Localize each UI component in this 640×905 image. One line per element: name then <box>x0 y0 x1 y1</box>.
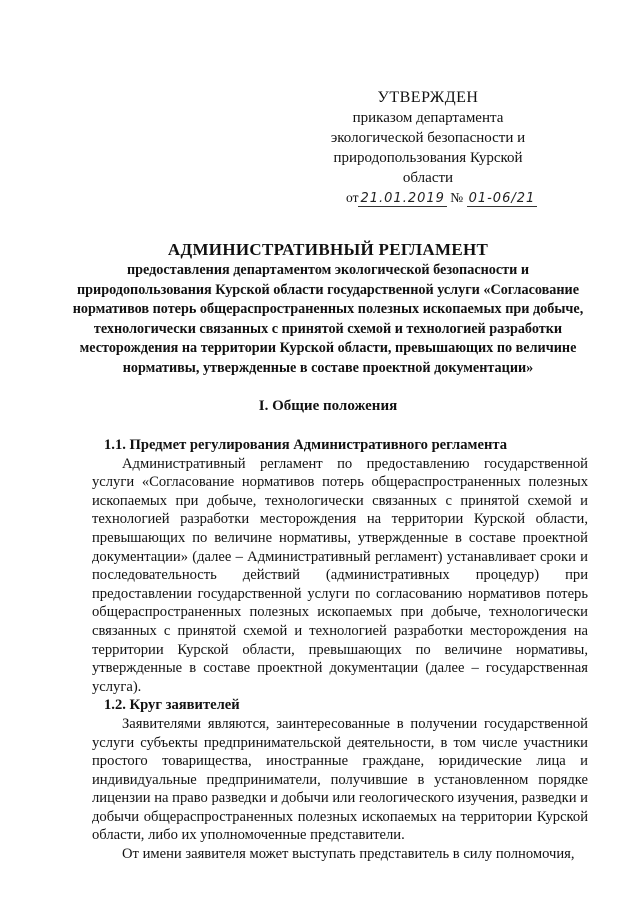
approval-heading: УТВЕРЖДЕН <box>377 89 479 106</box>
clause-1-2-heading: 1.2. Круг заявителей <box>104 697 240 714</box>
approval-date-line <box>346 190 537 206</box>
document-subtitle: предоставления департаментом экологической безопасности и природопользования Курской области государственной услуги «Согласование нормативов потерь общераспространенных полезных ископаемых при добыче, технологически связанных с принятой схемой и технологией разработки месторождения на территории Курской области, превышающих по величине нормативы, утвержденные в составе проектной документации» <box>72 262 584 376</box>
approval-stamp <box>318 88 538 188</box>
approval-line-4: области <box>402 170 454 186</box>
approval-line-3: природопользования Курской <box>333 150 523 166</box>
document-title-block <box>68 239 588 378</box>
approval-line-2: экологической безопасности и <box>330 130 526 146</box>
date-prefix: от <box>346 190 359 205</box>
clause-1-1-heading: 1.1. Предмет регулирования Административного регламента <box>104 437 508 453</box>
clause-1-2-text: Заявителями являются, заинтересованные в получении государственной услуги субъекты предпринимательской деятельности, в том числе участники простого товарищества, иностранные граждане, юридические лица и индивидуальные предприниматели, получившие в установленном порядке лицензии на право разведки и добычи или геологического изучения, разведки и добычи общераспространенных полезных ископаемых на территории Курской области, либо их уполномоченные представители. <box>92 715 588 844</box>
document-title: АДМИНИСТРАТИВНЫЙ РЕГЛАМЕНТ <box>167 240 489 259</box>
clause-1-2-text-2: От имени заявителя может выступать представитель в силу полномочия, <box>122 846 575 863</box>
handwritten-date: 21.01.2019 <box>360 191 445 206</box>
document-body <box>92 436 588 864</box>
clause-1-1-text: Административный регламент по предоставлению государственной услуги «Согласование нормативов потерь общераспространенных полезных ископаемых при добыче, технологически связанных с принятой схемой и технологией разработки месторождения на территории Курской области, превышающих по величине нормативы, утвержденные в составе проектной документации» (далее – Административный регламент) устанавливает сроки и последовательность действий (административных процедур) при предоставлении государственной услуги по согласованию нормативов потерь общераспространенных полезных ископаемых при добыче, технологически связанных с принятой схемой и технологией разработки месторождения на территории Курской области, превышающих по величине нормативы, утвержденные в составе проектной документации (далее – государственная услуга). <box>92 455 588 695</box>
section-heading: I. Общие положения <box>258 398 398 414</box>
handwritten-number: 01-06/21 <box>468 191 536 206</box>
approval-line-1: приказом департамента <box>352 110 504 126</box>
number-prefix: № <box>450 190 464 205</box>
